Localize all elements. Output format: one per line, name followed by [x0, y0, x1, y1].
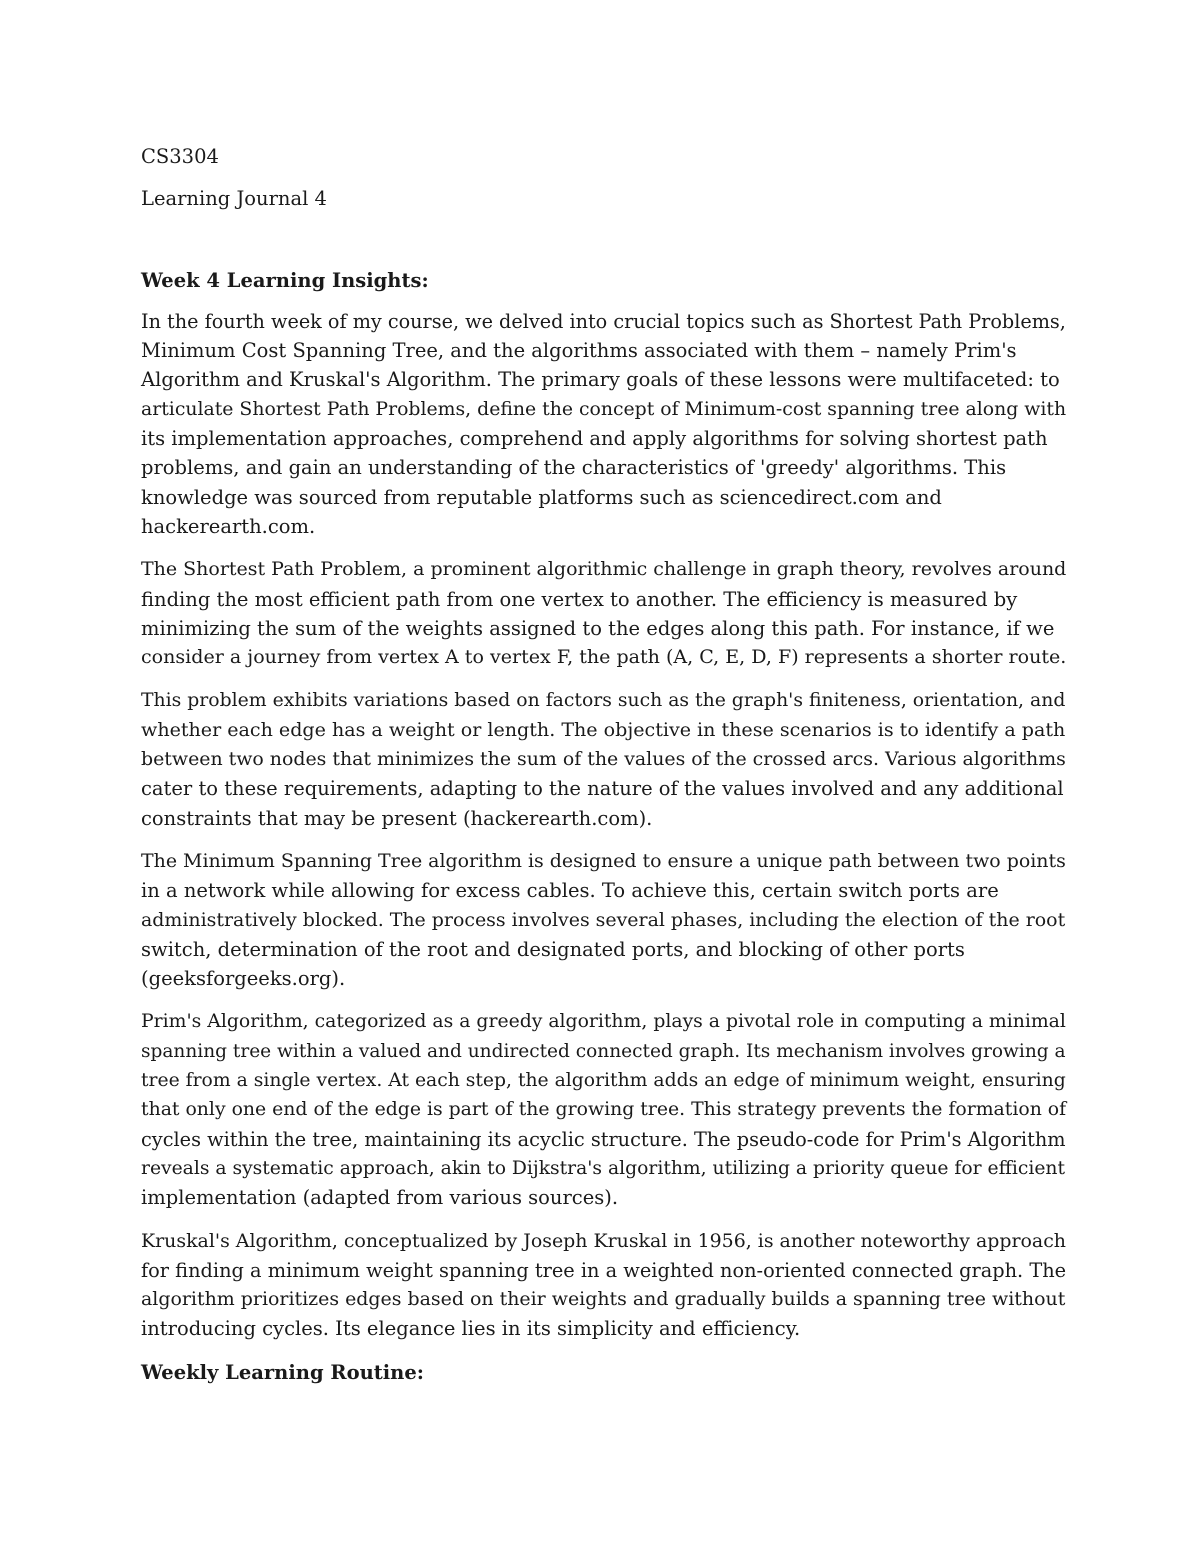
paragraph-line: This problem exhibits variations based on factors such as the graph's finiteness, orientation, and [141, 690, 1066, 712]
paragraph-line: The Minimum Spanning Tree algorithm is designed to ensure a unique path between two points [141, 849, 1066, 872]
paragraph-line: introducing cycles. Its elegance lies in its simplicity and efficiency. [141, 1317, 801, 1341]
journal-title: Learning Journal 4 [141, 187, 327, 211]
paragraph-line: Minimum Cost Spanning Tree, and the algorithms associated with them – namely Prim's [141, 339, 1017, 363]
paragraph-line: in a network while allowing for excess cables. To achieve this, certain switch ports are [141, 879, 999, 903]
paragraph-line: Prim's Algorithm, categorized as a greedy algorithm, plays a pivotal role in computing a minimal [141, 1011, 1066, 1033]
paragraph-line: that only one end of the edge is part of the growing tree. This strategy prevents the formation of [141, 1099, 1067, 1121]
paragraph-line: articulate Shortest Path Problems, define the concept of Minimum-cost spanning tree along with [141, 398, 1067, 420]
paragraph-line: minimizing the sum of the weights assigned to the edges along this path. For instance, if we [141, 616, 1055, 640]
paragraph-line: Kruskal's Algorithm, conceptualized by Joseph Kruskal in 1956, is another noteworthy approach [141, 1229, 1066, 1252]
section-heading-routine: Weekly Learning Routine: [141, 1360, 424, 1384]
paragraph-line: switch, determination of the root and designated ports, and blocking of other ports [141, 937, 965, 961]
paragraph-line: constraints that may be present (hackerearth.com). [141, 806, 653, 830]
paragraph-line: (geeksforgeeks.org). [141, 967, 346, 991]
paragraph-shortest-path [141, 555, 1071, 672]
paragraph-minimum-spanning-tree [141, 847, 1071, 993]
paragraph-line: tree from a single vertex. At each step, the algorithm adds an edge of minimum weight, ensuring [141, 1070, 1066, 1092]
course-code: CS3304 [141, 145, 219, 168]
paragraph-line: consider a journey from vertex A to vertex F, the path (A, C, E, D, F) represents a shorter route. [141, 646, 1067, 669]
paragraph-line: The Shortest Path Problem, a prominent algorithmic challenge in graph theory, revolves around [141, 558, 1067, 581]
paragraph-line: administratively blocked. The process involves several phases, including the election of the root [141, 908, 1066, 931]
paragraph-line: reveals a systematic approach, akin to Dijkstra's algorithm, utilizing a priority queue for efficient [141, 1157, 1065, 1179]
paragraph-kruskals-algorithm [141, 1227, 1071, 1344]
document-body [141, 142, 1071, 1387]
paragraph-line: cycles within the tree, maintaining its acyclic structure. The pseudo-code for Prim's Algorithm [141, 1127, 1066, 1151]
paragraph-line: between two nodes that minimizes the sum of the values of the crossed arcs. Various algorithms [141, 748, 1066, 771]
paragraph-line: its implementation approaches, comprehend and apply algorithms for solving shortest path [141, 427, 1048, 451]
paragraph-line: problems, and gain an understanding of the characteristics of 'greedy' algorithms. This [141, 456, 1007, 480]
paragraph-prims-algorithm [141, 1007, 1071, 1212]
paragraph-line: knowledge was sourced from reputable platforms such as sciencedirect.com and [141, 485, 942, 509]
paragraph-line: cater to these requirements, adapting to the nature of the values involved and any additional [141, 777, 1064, 801]
paragraph-line: hackerearth.com. [141, 514, 316, 538]
paragraph-line: spanning tree within a valued and undirected connected graph. Its mechanism involves growing a [141, 1040, 1066, 1062]
paragraph-variations [141, 686, 1071, 832]
paragraph-line: finding the most efficient path from one vertex to another. The efficiency is measured by [141, 587, 1018, 611]
paragraph-line: for finding a minimum weight spanning tree in a weighted non-oriented connected graph. The [141, 1258, 1067, 1282]
paragraph-line: Algorithm and Kruskal's Algorithm. The primary goals of these lessons were multifaceted: to [141, 368, 1060, 392]
paragraph-line: whether each edge has a weight or length. The objective in these scenarios is to identify a path [141, 718, 1066, 741]
paragraph-line: algorithm prioritizes edges based on their weights and gradually builds a spanning tree without [141, 1288, 1066, 1311]
paragraph-line: implementation (adapted from various sources). [141, 1186, 619, 1210]
paragraph-line: In the fourth week of my course, we delved into crucial topics such as Shortest Path Problems, [141, 309, 1066, 333]
paragraph-intro [141, 307, 1071, 541]
section-heading-insights: Week 4 Learning Insights: [141, 268, 429, 292]
